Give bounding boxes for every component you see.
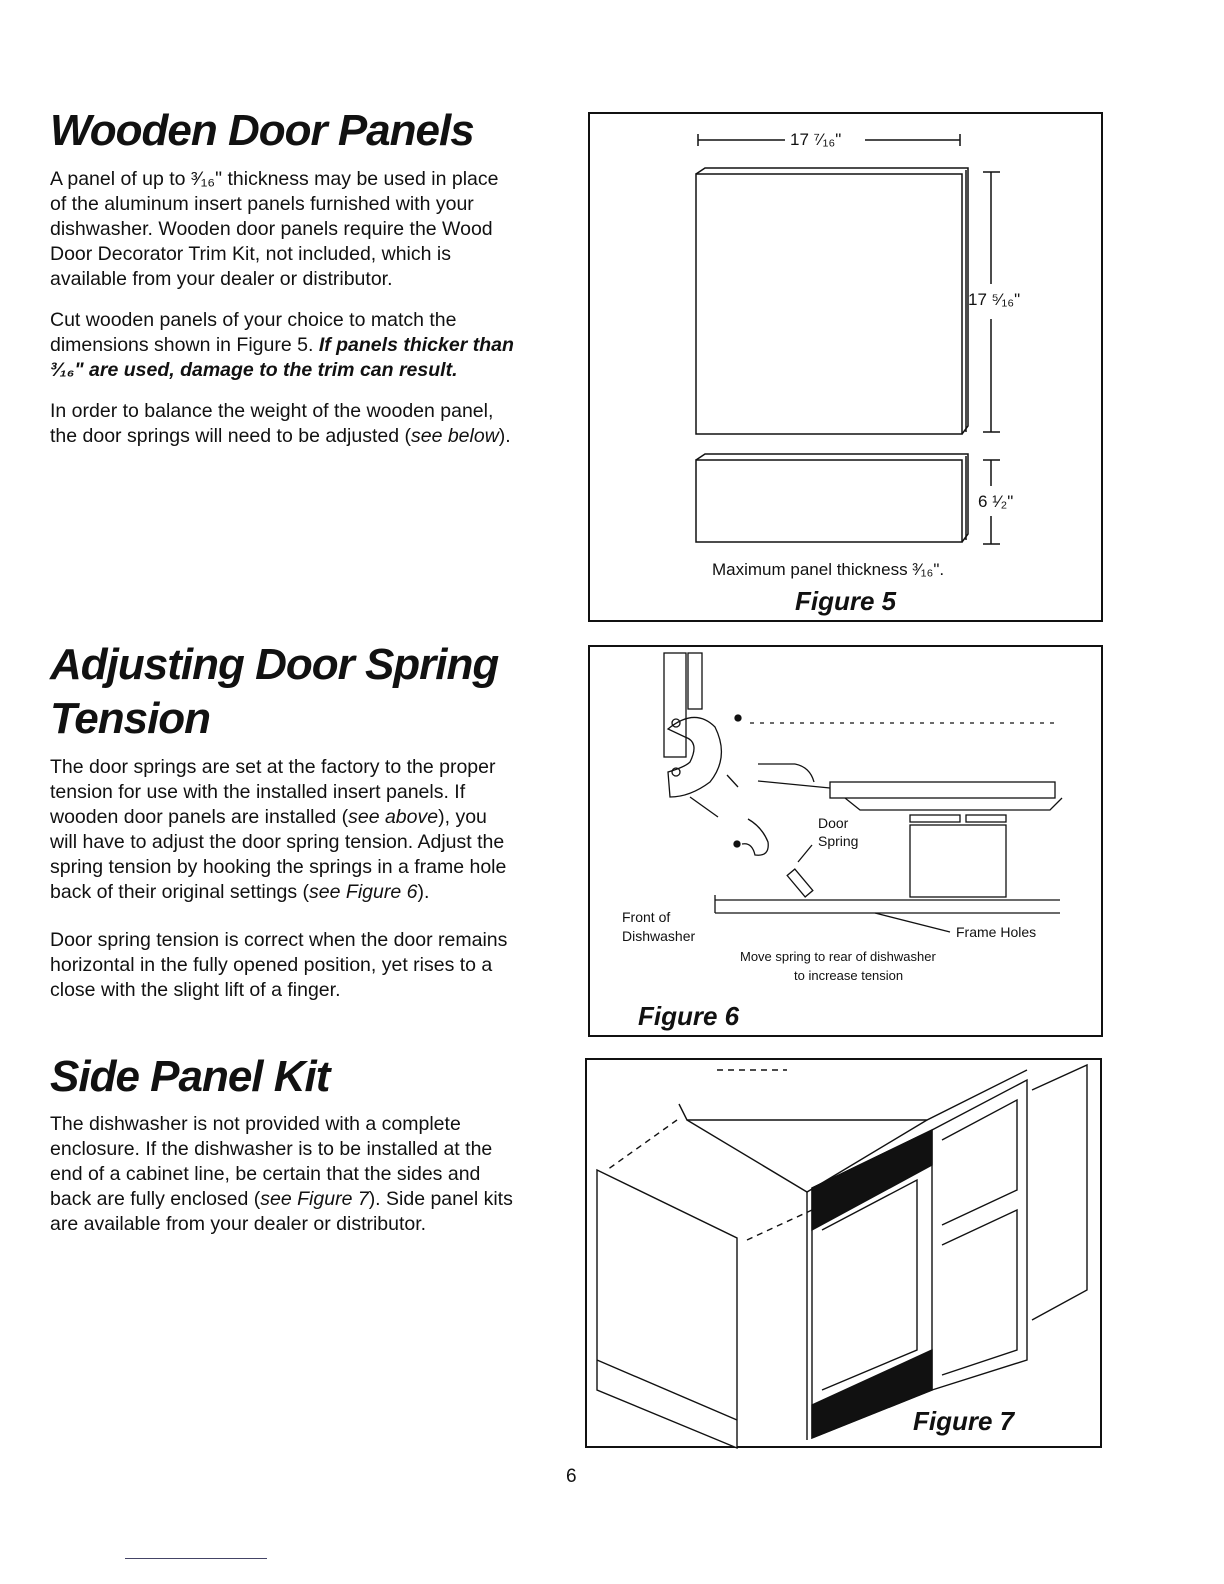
warning-text: If panels thicker than [318, 334, 514, 356]
paragraph-panel-thickness [50, 167, 590, 292]
figure-5-caption: Figure 5 [795, 586, 897, 616]
paragraph-spring-factory [50, 755, 590, 905]
text-line: enclosure. If the dishwasher is to be installed at the [50, 1138, 493, 1160]
text-line: Cut wooden panels of your choice to match the [50, 309, 457, 331]
text-line: are available from your dealer or distributor. [50, 1213, 427, 1235]
heading-tension: Tension [50, 694, 211, 743]
text-line: close with the slight lift of a finger. [50, 979, 341, 1001]
move-spring-note-line2: to increase tension [794, 968, 904, 983]
figure-7-side-panel [585, 1058, 1102, 1448]
height-dimension-label: 17 ⁵⁄₁₆" [968, 290, 1021, 309]
page-number: 6 [566, 1466, 577, 1487]
figure-6-caption: Figure 6 [638, 1001, 740, 1031]
figure-6-door-spring [588, 645, 1103, 1037]
text-segment: back are fully enclosed ( [50, 1188, 261, 1210]
text-line: spring tension by hooking the springs in a frame hole [50, 856, 507, 878]
lower-panel-height-label: 6 ¹⁄₂" [978, 492, 1014, 511]
front-of-label-line2: Dishwasher [622, 928, 696, 944]
footer-rule [125, 1558, 267, 1559]
cross-reference: see below [410, 425, 499, 447]
text-line: dishwasher. Wooden door panels require the Wood [50, 218, 493, 240]
panel-dimension-drawing [590, 114, 1105, 624]
figure-7-caption: Figure 7 [913, 1406, 1015, 1436]
figure-5-panel-dimensions [588, 112, 1103, 622]
text-segment: ). [498, 425, 511, 447]
spring-label: Spring [818, 833, 859, 849]
cross-reference: see Figure 6 [309, 881, 418, 903]
text-line: horizontal in the fully opened position, yet rises to a [50, 954, 493, 976]
text-segment: ). Side panel kits [368, 1188, 513, 1210]
text-segment: the door springs will need to be adjusted ( [50, 425, 411, 447]
warning-text: ³⁄₁₆" are used, damage to the trim can result. [50, 359, 458, 381]
text-line: will have to adjust the door spring tension. Adjust the [50, 831, 505, 853]
paragraph-tension-correct [50, 928, 590, 1003]
paragraph-cut-panels [50, 308, 590, 383]
move-spring-note-line1: Move spring to rear of dishwasher [740, 949, 936, 964]
dishwasher-cabinet-drawing [587, 1060, 1104, 1450]
text-line: The door springs are set at the factory to the proper [50, 756, 496, 778]
width-dimension-label: 17 ⁷⁄₁₆" [790, 130, 842, 149]
text-line: tension for use with the installed insert panels. If [50, 781, 466, 803]
text-line: In order to balance the weight of the wooden panel, [50, 400, 494, 422]
max-thickness-note: Maximum panel thickness ³⁄₁₆". [712, 560, 945, 579]
text-segment: wooden door panels are installed ( [50, 806, 349, 828]
front-of-label-line1: Front of [622, 909, 671, 925]
text-line: available from your dealer or distributor. [50, 268, 393, 290]
frame-holes-label: Frame Holes [956, 924, 1037, 940]
heading-side-panel-kit: Side Panel Kit [50, 1052, 330, 1101]
door-label: Door [818, 815, 849, 831]
heading-wooden-door-panels: Wooden Door Panels [50, 106, 474, 155]
text-line: A panel of up to ³⁄₁₆" thickness may be used in place [50, 168, 499, 190]
paragraph-balance-weight [50, 399, 590, 449]
text-segment: dimensions shown in Figure 5. [50, 334, 319, 356]
cross-reference: see Figure 7 [260, 1188, 369, 1210]
paragraph-side-panel [50, 1112, 590, 1237]
text-segment: back of their original settings ( [50, 881, 310, 903]
text-line: end of a cabinet line, be certain that the sides and [50, 1163, 481, 1185]
text-line: of the aluminum insert panels furnished with your [50, 193, 474, 215]
cross-reference: see above [348, 806, 439, 828]
text-line: Door Decorator Trim Kit, not included, which is [50, 243, 451, 265]
text-segment: ). [417, 881, 430, 903]
text-line: Door spring tension is correct when the door remains [50, 929, 508, 951]
heading-adjusting-door-spring: Adjusting Door Spring [50, 640, 499, 689]
text-segment: ), you [438, 806, 487, 828]
text-line: The dishwasher is not provided with a complete [50, 1113, 461, 1135]
